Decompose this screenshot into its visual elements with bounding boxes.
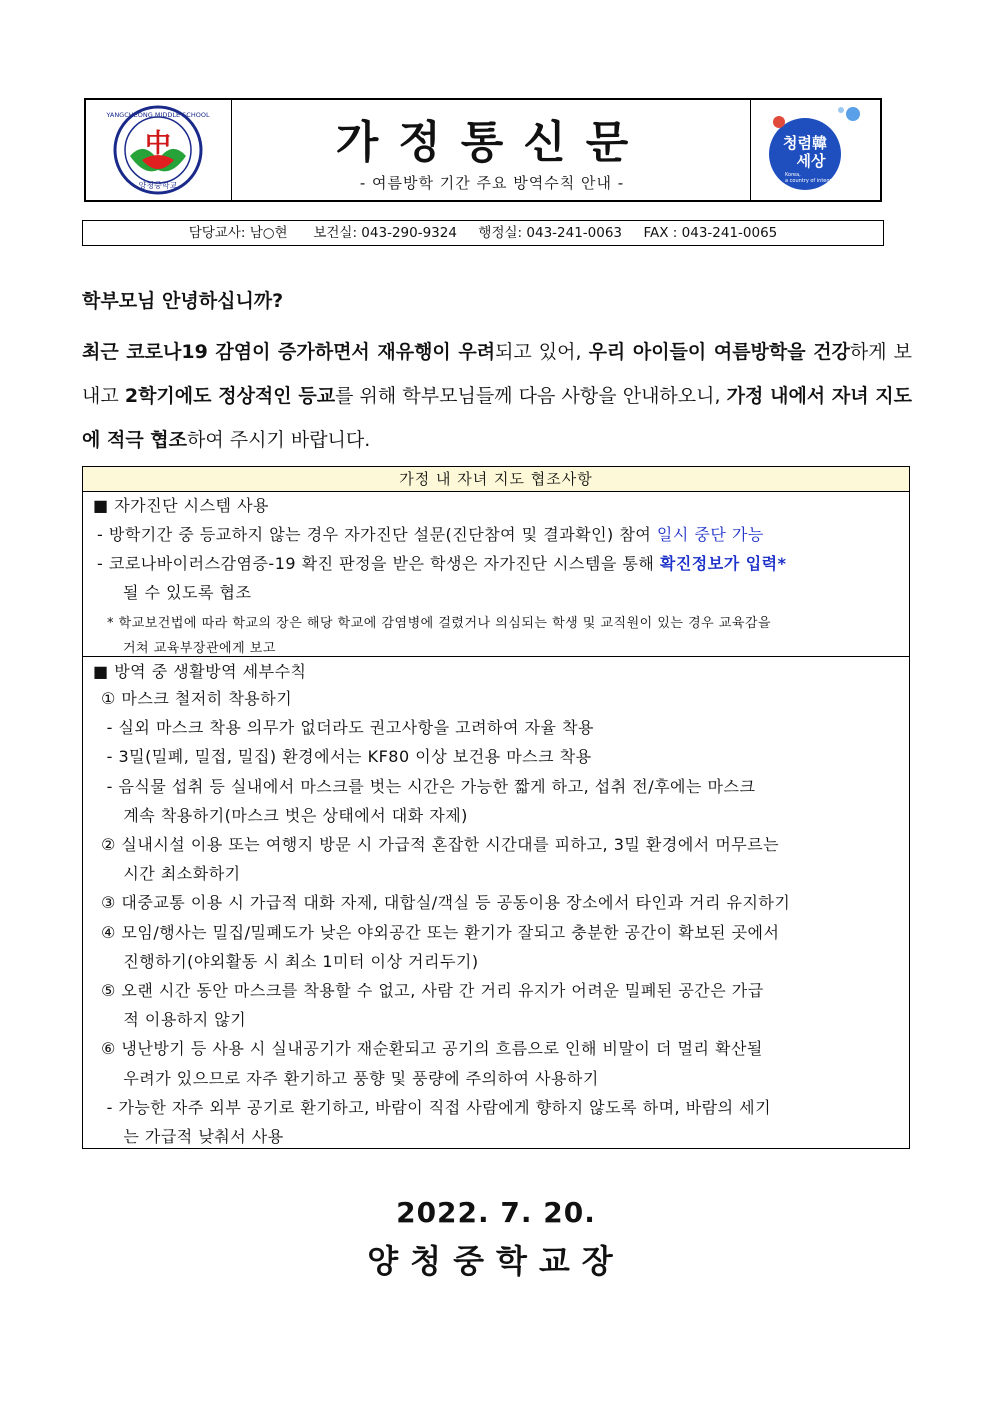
section2-line: - 실외 마스크 착용 의무가 없더라도 권고사항을 고려하여 자율 착용 [101,718,594,738]
greeting: 학부모님 안녕하십니까? [82,290,284,312]
section1-line2-text: - 코로나바이러스감염증-19 확진 판정을 받은 학생은 자가진단 시스템을 통해 [97,554,660,573]
page-subtitle: - 여름방학 기간 주요 방역수칙 안내 - [359,174,625,192]
section1-line2 [97,551,923,574]
contact-bar [82,220,884,246]
integrity-logo-icon [751,100,879,200]
section2-line: 진행하기(야외활동 시 최소 1미터 이상 거리두기) [101,951,479,971]
section2-line: ⑥ 냉난방기 등 사용 시 실내공기가 재순환되고 공기의 흐름으로 인해 비말이 더 멀리 확산될 [101,1039,763,1059]
section2-line: - 3밀(밀폐, 밀접, 밀집) 환경에서는 KF80 이상 보건용 마스크 착용 [101,747,592,767]
intro-bold-2: 우리 아이들이 여름방학을 건강 [588,341,850,363]
document-date: 2022. 7. 20. [396,1196,596,1229]
intro-paragraph [82,330,912,462]
header-box [84,98,882,202]
intro-text-1: 되고 있어, [495,341,589,363]
svg-text:양청중학교: 양청중학교 [138,181,178,190]
section1-line1-text: - 방학기간 중 등교하지 않는 경우 자가진단 설문(진단참여 및 결과확인) 참여 [97,525,657,544]
section2-line: 는 가급적 낮춰서 사용 [101,1127,284,1146]
section2-line: ① 마스크 철저히 착용하기 [101,689,293,708]
intro-text-3: 를 위해 학부모님들께 다음 사항을 안내하오니, [335,385,727,407]
intro-bold-1: 최근 코로나19 감염이 증가하면서 재유행이 우려 [82,341,496,363]
section2-title: ■ 방역 중 생활방역 세부수칙 [93,662,307,681]
page-title: 가정통신문 [335,117,649,168]
intro-text-4: 하여 주시기 바랍니다. [187,429,371,451]
health-office-contact: 보건실: 043-290-9324 [313,225,457,241]
section1-line1 [97,522,923,545]
section2-line: 시간 최소화하기 [101,864,241,884]
section1-highlight2: 확진정보가 입력* [659,554,787,573]
intro-bold-4: 가정 내에서 자녀 지도에 적극 협조 [82,385,913,451]
svg-text:中: 中 [144,129,172,159]
school-logo-cell [86,100,232,200]
section2-line: 적 이용하지 않기 [101,1010,247,1030]
svg-text:청렴韓: 청렴韓 [783,134,827,152]
region-logo-cell [750,100,880,200]
cooperation-box [82,466,910,1149]
section2-line: - 가능한 자주 외부 공기로 환기하고, 바람이 직접 사람에게 향하지 않도록 하며, 바람의 세기 [101,1097,772,1117]
section2-line: ⑤ 오랜 시간 동안 마스크를 착용할 수 없고, 사람 간 거리 유지가 어려운 밀폐된 공간은 가급 [101,981,764,1000]
school-logo-icon [86,100,232,200]
svg-text:세상: 세상 [796,152,826,170]
teacher-contact: 담당교사: 남○현 [188,225,288,241]
intro-text-2: 하게 보내고 [82,341,912,407]
section2-line: ④ 모임/행사는 밀집/밀폐도가 낮은 야외공간 또는 환기가 잘되고 충분한 공간이 확보된 곳에서 [101,922,780,942]
section2-line: 계속 착용하기(마스크 벗은 상태에서 대화 자제) [101,805,468,825]
section2-line: - 음식물 섭취 등 실내에서 마스크를 벗는 시간은 가능한 짧게 하고, 섭취 전/후에는 마스크 [101,776,756,796]
section1-highlight1: 일시 중단 가능 [656,525,764,544]
svg-text:YANGCHEONG MIDDLE SCHOOL: YANGCHEONG MIDDLE SCHOOL [106,111,210,119]
box-heading: 가정 내 자녀 지도 협조사항 [83,467,909,492]
admin-office-contact: 행정실: 043-241-0063 [478,225,623,241]
svg-text:Korea,: Korea, [785,172,801,178]
svg-text:a country of integrity: a country of integrity [785,178,838,184]
section1-line3: 될 수 있도록 협조 [123,583,252,602]
section-divider [83,656,909,657]
fax-contact: FAX : 043-241-0065 [643,225,778,241]
section2-line: ③ 대중교통 이용 시 가급적 대화 자제, 대합실/객실 등 공동이용 장소에서 타인과 거리 유지하기 [101,893,791,913]
section1-note2: 거쳐 교육부장관에게 보고 [123,641,276,656]
section1-note1: * 학교보건법에 따라 학교의 장은 해당 학교에 감염병에 걸렸거나 의심되는 학생 및 교직원이 있는 경우 교육감을 [107,616,772,631]
section1-title: ■ 자가진단 시스템 사용 [93,496,269,515]
section2-line: 우려가 있으므로 자주 환기하고 풍향 및 풍량에 주의하여 사용하기 [101,1068,599,1088]
section2-line: ② 실내시설 이용 또는 여행지 방문 시 가급적 혼잡한 시간대를 피하고, 3밀 환경에서 머무르는 [101,835,780,854]
intro-bold-3: 2학기에도 정상적인 등교 [124,385,336,407]
signer: 양청중학교장 [367,1242,625,1280]
